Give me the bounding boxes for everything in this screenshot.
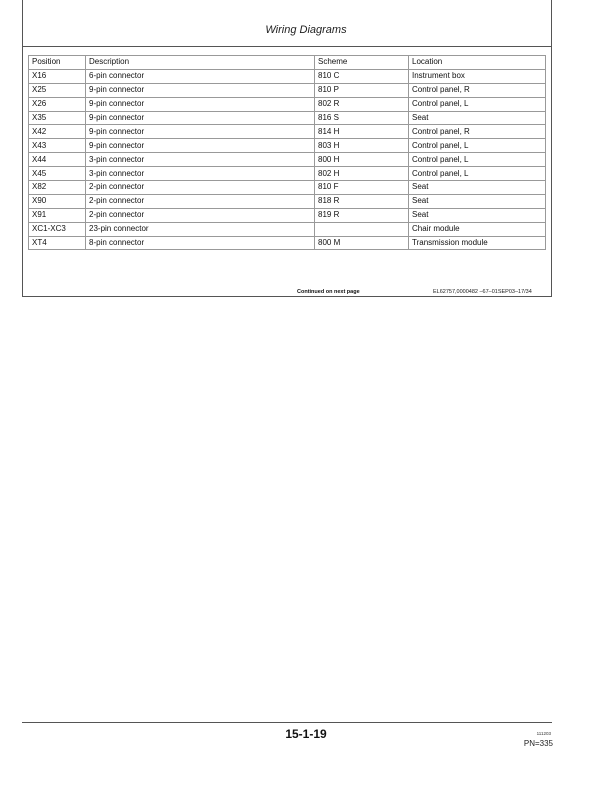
cell-scheme: 810 F <box>315 181 409 195</box>
cell-location: Seat <box>409 111 546 125</box>
cell-location: Control panel, L <box>409 97 546 111</box>
header-rule <box>22 46 552 47</box>
cell-scheme: 818 R <box>315 194 409 208</box>
cell-position: X90 <box>29 194 86 208</box>
table-row <box>29 236 546 250</box>
cell-scheme: 803 H <box>315 139 409 153</box>
pn-number: PN=335 <box>523 739 553 748</box>
cell-scheme: 802 R <box>315 97 409 111</box>
cell-scheme: 810 C <box>315 69 409 83</box>
table-row <box>29 69 546 83</box>
cell-location: Seat <box>409 194 546 208</box>
table-row <box>29 194 546 208</box>
table-row <box>29 222 546 236</box>
cell-scheme: 816 S <box>315 111 409 125</box>
cell-position: X91 <box>29 208 86 222</box>
table-row <box>29 181 546 195</box>
cell-position: X43 <box>29 139 86 153</box>
cell-scheme: 814 H <box>315 125 409 139</box>
date-code: 111203 <box>536 731 551 736</box>
cell-description: 9-pin connector <box>86 83 315 97</box>
cell-scheme: 819 R <box>315 208 409 222</box>
continued-notice: Continued on next page <box>297 289 360 295</box>
column-header-location: Location <box>409 56 546 70</box>
cell-location: Chair module <box>409 222 546 236</box>
cell-location: Control panel, L <box>409 139 546 153</box>
cell-description: 3-pin connector <box>86 167 315 181</box>
cell-description: 3-pin connector <box>86 153 315 167</box>
page-title: Wiring Diagrams <box>265 24 347 36</box>
cell-description: 9-pin connector <box>86 125 315 139</box>
cell-description: 9-pin connector <box>86 111 315 125</box>
frame-right-rule <box>551 0 552 297</box>
cell-position: XT4 <box>29 236 86 250</box>
cell-description: 2-pin connector <box>86 208 315 222</box>
cell-position: X35 <box>29 111 86 125</box>
table-row <box>29 111 546 125</box>
cell-scheme: 810 P <box>315 83 409 97</box>
cell-location: Control panel, R <box>409 125 546 139</box>
cell-position: X44 <box>29 153 86 167</box>
cell-description: 2-pin connector <box>86 181 315 195</box>
cell-description: 8-pin connector <box>86 236 315 250</box>
table-row <box>29 208 546 222</box>
table-row <box>29 83 546 97</box>
reference-code: EL62757,0000482 –67–01SEP03–17/34 <box>433 289 532 295</box>
cell-location: Control panel, L <box>409 167 546 181</box>
page-number: 15-1-19 <box>285 727 327 741</box>
connector-table <box>28 55 546 250</box>
cell-location: Transmission module <box>409 236 546 250</box>
cell-location: Seat <box>409 181 546 195</box>
cell-position: X25 <box>29 83 86 97</box>
cell-location: Seat <box>409 208 546 222</box>
cell-scheme <box>315 222 409 236</box>
cell-description: 9-pin connector <box>86 97 315 111</box>
cell-scheme: 800 H <box>315 153 409 167</box>
cell-position: X26 <box>29 97 86 111</box>
cell-position: X16 <box>29 69 86 83</box>
table-row <box>29 139 546 153</box>
cell-position: X82 <box>29 181 86 195</box>
cell-description: 23-pin connector <box>86 222 315 236</box>
cell-position: XC1-XC3 <box>29 222 86 236</box>
column-header-scheme: Scheme <box>315 56 409 70</box>
column-header-description: Description <box>86 56 315 70</box>
cell-description: 9-pin connector <box>86 139 315 153</box>
table-row <box>29 167 546 181</box>
section-bottom-rule <box>22 296 552 297</box>
footer-rule <box>22 722 552 723</box>
column-header-position: Position <box>29 56 86 70</box>
table-row <box>29 97 546 111</box>
table-row <box>29 125 546 139</box>
cell-scheme: 800 M <box>315 236 409 250</box>
cell-description: 2-pin connector <box>86 194 315 208</box>
table-header-row <box>29 56 546 70</box>
cell-location: Control panel, R <box>409 83 546 97</box>
cell-position: X45 <box>29 167 86 181</box>
frame-left-rule <box>22 0 23 297</box>
cell-position: X42 <box>29 125 86 139</box>
cell-location: Instrument box <box>409 69 546 83</box>
cell-location: Control panel, L <box>409 153 546 167</box>
table-row <box>29 153 546 167</box>
cell-scheme: 802 H <box>315 167 409 181</box>
table-body <box>29 69 546 250</box>
cell-description: 6-pin connector <box>86 69 315 83</box>
